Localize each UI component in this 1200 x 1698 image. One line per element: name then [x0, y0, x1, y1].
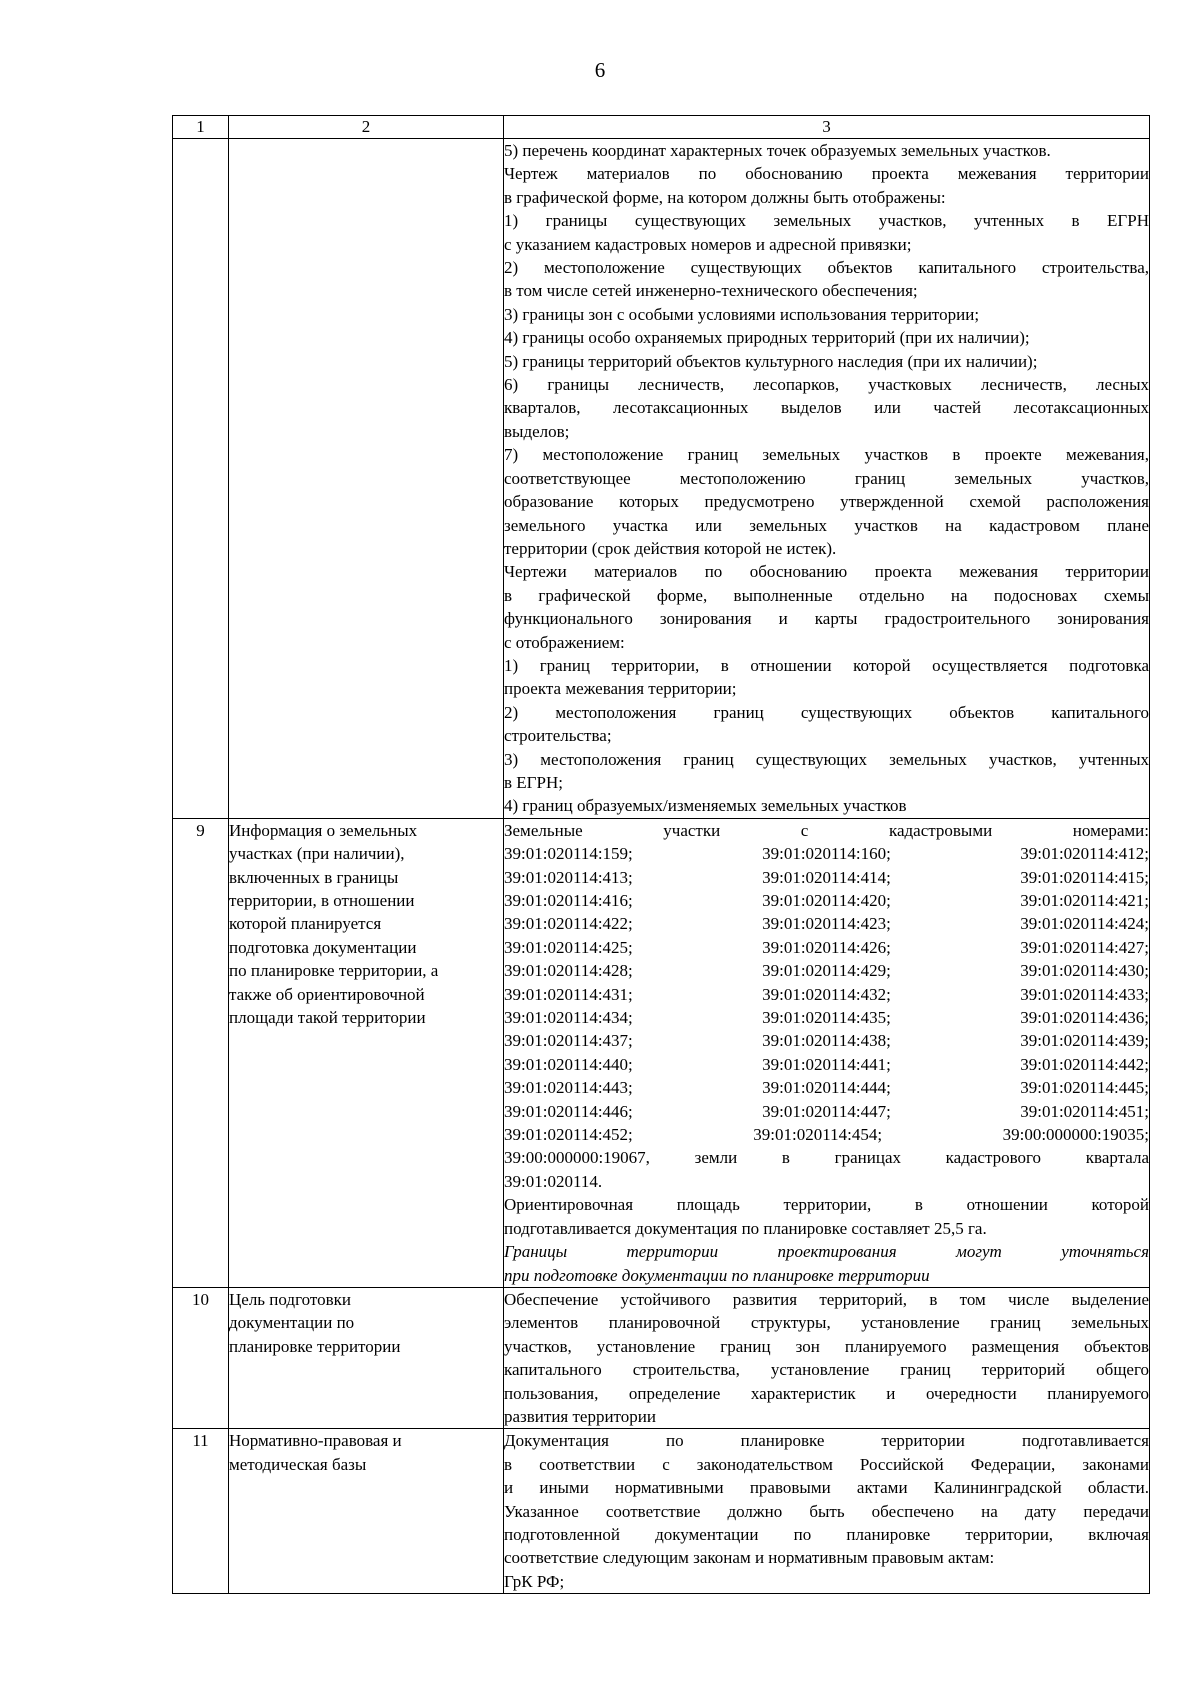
text-line: капитального строительства, установление границ территорий общего — [504, 1360, 1149, 1380]
cadastral-number: 39:01:020114:412; — [1020, 844, 1149, 864]
cadastral-number: 39:01:020114:436; — [1020, 1008, 1149, 1028]
row-title-line: площади такой территории — [229, 1008, 426, 1028]
text-line: образование которых предусмотрено утвержденной схемой расположения — [504, 492, 1149, 512]
text-line: выделов; — [504, 421, 570, 441]
cadastral-row — [504, 866, 1149, 889]
row-content — [504, 139, 1150, 819]
row-content — [504, 1287, 1150, 1428]
cadastral-row — [504, 1100, 1149, 1123]
text-line: функционального зонирования и карты градостроительного зонирования — [504, 609, 1149, 629]
requirements-table — [172, 115, 1150, 1594]
cadastral-number: 39:01:020114:428; — [504, 961, 633, 981]
text-line: соответствие следующим законам и нормативным правовым актам: — [504, 1548, 995, 1568]
table-row-11 — [173, 1429, 1150, 1594]
cadastral-number: 39:01:020114:438; — [762, 1031, 891, 1051]
text-line: территории (срок действия которой не истек). — [504, 538, 837, 558]
text-line: подготовленной документации по планировке территории, включая — [504, 1524, 1149, 1544]
cadastral-number: 39:01:020114:442; — [1020, 1054, 1149, 1074]
row-title-line: также об ориентировочной — [229, 984, 425, 1004]
text-line: Указанное соответствие должно быть обеспечено на дату передачи — [504, 1501, 1149, 1521]
row-title — [229, 139, 504, 819]
area-text — [504, 1146, 1149, 1240]
page-number: 6 — [594, 58, 606, 82]
text-line: Обеспечение устойчивого развития территорий, в том числе выделение — [504, 1289, 1149, 1309]
boundary-note — [504, 1240, 1149, 1287]
row-title-line: документации по — [229, 1313, 355, 1333]
cadastral-number: 39:01:020114:415; — [1020, 867, 1149, 887]
cadastral-number: 39:01:020114:441; — [762, 1054, 891, 1074]
table-header-row — [173, 116, 1150, 139]
cadastral-row — [504, 912, 1149, 935]
text-line: 2) местоположения границ существующих объектов капитального — [504, 702, 1149, 722]
text-line: соответствующее местоположению границ земельных участков, — [504, 468, 1149, 488]
text-line: Чертежи материалов по обоснованию проекта межевания территории — [504, 562, 1149, 582]
cadastral-number: 39:01:020114:454; — [753, 1125, 883, 1145]
text-line: в графической форме, на котором должны быть отображены: — [504, 187, 946, 207]
cadastral-number: 39:01:020114:416; — [504, 891, 633, 910]
text-line: и иными нормативными правовыми актами Калининградской области. — [504, 1478, 1149, 1498]
text-line: кварталов, лесотаксационных выделов или частей лесотаксационных — [504, 398, 1149, 418]
text-line: 5) перечень координат характерных точек образуемых земельных участков. — [504, 141, 1051, 160]
row-title-line: территории, в отношении — [229, 891, 415, 910]
cadastral-number: 39:01:020114:426; — [762, 937, 891, 957]
text-line: 39:00:000000:19067, земли в границах кадастрового квартала — [504, 1148, 1149, 1168]
row-content — [504, 1429, 1150, 1594]
text-line: развития территории — [504, 1406, 656, 1426]
row-content — [504, 818, 1150, 1287]
text-line: в соответствии с законодательством Российской Федерации, законами — [504, 1454, 1149, 1474]
cadastral-number: 39:01:020114:430; — [1020, 961, 1149, 981]
cadastral-row — [504, 936, 1149, 959]
text-line: пользования, определение характеристик и очередности планируемого — [504, 1383, 1149, 1403]
cadastral-intro: Земельные участки с кадастровыми номерами: — [504, 820, 1149, 840]
text-line: 3) границы зон с особыми условиями использования территории; — [504, 304, 980, 324]
cadastral-row — [504, 842, 1149, 865]
cadastral-row — [504, 1053, 1149, 1076]
row-title-line: которой планируется — [229, 914, 382, 934]
cadastral-number: 39:01:020114:421; — [1020, 891, 1149, 910]
cadastral-number: 39:01:020114:443; — [504, 1078, 633, 1098]
row-title-line: Нормативно-правовая и — [229, 1431, 402, 1451]
table-row-9 — [173, 818, 1150, 1287]
cadastral-number: 39:01:020114:447; — [762, 1101, 891, 1121]
text-line: с указанием кадастровых номеров и адресной привязки; — [504, 234, 912, 254]
cadastral-number: 39:01:020114:429; — [762, 961, 891, 981]
cadastral-number: 39:01:020114:413; — [504, 867, 633, 887]
text-line: строительства; — [504, 726, 612, 746]
text-line: элементов планировочной структуры, установление границ земельных — [504, 1313, 1149, 1333]
text-line: подготавливается документация по планировке составляет 25,5 га. — [504, 1218, 987, 1238]
row-title-line: Цель подготовки — [229, 1289, 351, 1309]
row-number: 9 — [173, 818, 229, 1287]
text-line: 4) границы особо охраняемых природных территорий (при их наличии); — [504, 328, 1030, 348]
cadastral-number: 39:00:000000:19035; — [1002, 1125, 1149, 1145]
table-row-10 — [173, 1287, 1150, 1428]
cadastral-row — [504, 983, 1149, 1006]
text-line: в ЕГРН; — [504, 772, 563, 792]
row-title-line: включенных в границы — [229, 867, 399, 887]
cadastral-number: 39:01:020114:431; — [504, 984, 633, 1004]
cadastral-number: 39:01:020114:451; — [1020, 1101, 1149, 1121]
cadastral-row — [504, 1029, 1149, 1052]
header-col-1: 1 — [173, 116, 229, 139]
text-line: земельного участка или земельных участков на кадастровом плане — [504, 515, 1149, 535]
row-number — [173, 139, 229, 819]
cadastral-number: 39:01:020114:427; — [1020, 937, 1149, 957]
text-line: с отображением: — [504, 632, 625, 652]
cadastral-number: 39:01:020114:444; — [762, 1078, 891, 1098]
cadastral-number: 39:01:020114:424; — [1020, 914, 1149, 934]
cadastral-number: 39:01:020114:452; — [504, 1125, 633, 1145]
cadastral-number: 39:01:020114:440; — [504, 1054, 633, 1074]
cadastral-number: 39:01:020114:432; — [762, 984, 891, 1004]
cadastral-number: 39:01:020114:414; — [762, 867, 891, 887]
cadastral-row — [504, 959, 1149, 982]
text-line: ГрК РФ; — [504, 1571, 565, 1591]
row-title — [229, 1287, 504, 1428]
cadastral-number: 39:01:020114:439; — [1020, 1031, 1149, 1051]
row-number: 11 — [173, 1429, 229, 1594]
cadastral-number: 39:01:020114:433; — [1020, 984, 1149, 1004]
row-title — [229, 1429, 504, 1594]
text-line: Ориентировочная площадь территории, в отношении которой — [504, 1195, 1149, 1215]
text-line: 3) местоположения границ существующих земельных участков, учтенных — [504, 749, 1149, 769]
row-title-line: по планировке территории, а — [229, 961, 439, 981]
cadastral-number: 39:01:020114:437; — [504, 1031, 633, 1051]
text-line: 5) границы территорий объектов культурного наследия (при их наличии); — [504, 351, 1038, 371]
cadastral-number: 39:01:020114:425; — [504, 937, 633, 957]
header-col-3: 3 — [504, 116, 1150, 139]
text-line: проекта межевания территории; — [504, 679, 737, 699]
text-line: 2) местоположение существующих объектов капитального строительства, — [504, 258, 1149, 278]
header-col-2: 2 — [229, 116, 504, 139]
text-line: Границы территории проектирования могут уточняться — [504, 1242, 1149, 1262]
cadastral-number: 39:01:020114:420; — [762, 891, 891, 910]
cadastral-number: 39:01:020114:159; — [504, 844, 633, 864]
cadastral-number: 39:01:020114:446; — [504, 1101, 633, 1121]
cadastral-row — [504, 889, 1149, 912]
text-line: Документация по планировке территории подготавливается — [504, 1431, 1149, 1451]
text-line: 1) границы существующих земельных участков, учтенных в ЕГРН — [504, 211, 1149, 231]
text-line: участков, установление границ зон планируемого размещения объектов — [504, 1336, 1149, 1356]
text-line: в графической форме, выполненные отдельно на подосновах схемы — [504, 585, 1149, 605]
cadastral-row — [504, 1123, 1149, 1146]
cadastral-number: 39:01:020114:435; — [762, 1008, 891, 1028]
text-line: в том числе сетей инженерно-технического обеспечения; — [504, 281, 918, 301]
cadastral-number: 39:01:020114:445; — [1020, 1078, 1149, 1098]
table-row-continuation — [173, 139, 1150, 819]
row-title — [229, 818, 504, 1287]
row-title-line: подготовка документации — [229, 937, 417, 957]
text-line: 4) границ образуемых/изменяемых земельных участков — [504, 796, 907, 816]
row-title-line: Информация о земельных — [229, 820, 418, 840]
cadastral-number: 39:01:020114:422; — [504, 914, 633, 934]
cadastral-row — [504, 1076, 1149, 1099]
text-line: 7) местоположение границ земельных участков в проекте межевания, — [504, 445, 1149, 465]
text-line: Чертеж материалов по обоснованию проекта межевания территории — [504, 164, 1149, 184]
text-line: 1) границ территории, в отношении которой осуществляется подготовка — [504, 655, 1149, 675]
cadastral-number: 39:01:020114:423; — [762, 914, 891, 934]
cadastral-number: 39:01:020114:434; — [504, 1008, 633, 1028]
text-line: 6) границы лесничеств, лесопарков, участковых лесничеств, лесных — [504, 375, 1149, 395]
cadastral-number: 39:01:020114:160; — [762, 844, 891, 864]
row-title-line: методическая базы — [229, 1454, 367, 1474]
cadastral-row — [504, 1006, 1149, 1029]
row-title-line: участках (при наличии), — [229, 844, 405, 864]
row-number: 10 — [173, 1287, 229, 1428]
cadastral-number-list — [504, 842, 1149, 1146]
row-title-line: планировке территории — [229, 1336, 401, 1356]
text-line: при подготовке документации по планировке территории — [504, 1265, 930, 1285]
text-line: 39:01:020114. — [504, 1171, 603, 1191]
